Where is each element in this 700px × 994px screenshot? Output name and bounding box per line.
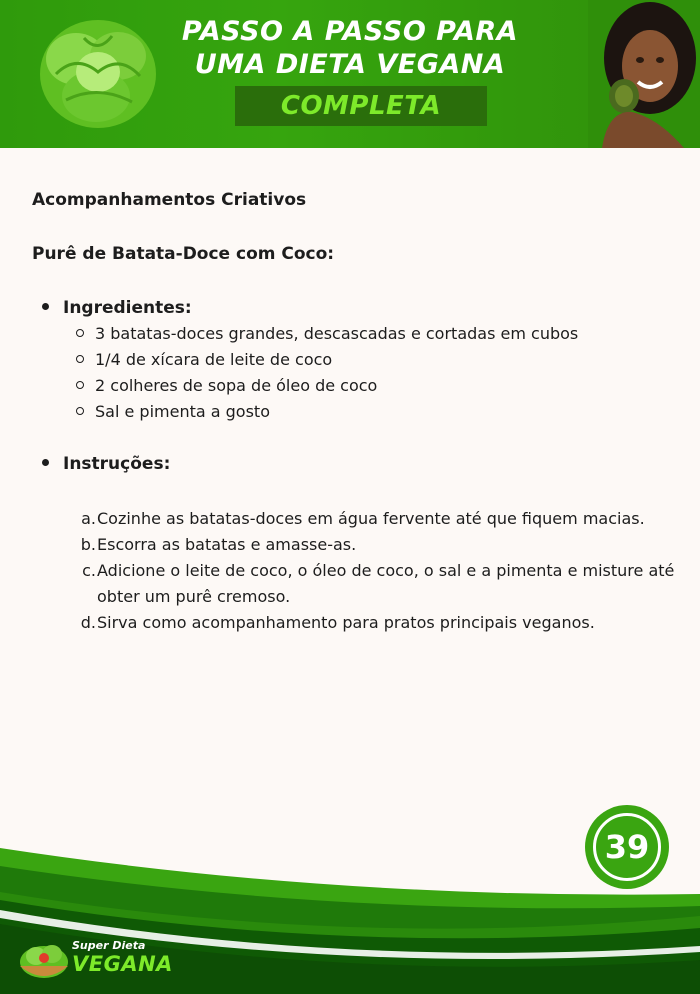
page-number: 39 [593,813,661,881]
step-text: Cozinhe as batatas-doces em água fervente até que fiquem macias. [97,509,645,528]
circle-bullet-icon [76,381,84,389]
instruction-step [76,558,676,610]
step-marker: c. [82,561,96,580]
instruction-step [76,532,676,558]
step-text: Escorra as batatas e amasse-as. [97,535,357,554]
logo-text-small: Super Dieta [72,939,146,952]
section-title: Acompanhamentos Criativos [32,190,307,210]
ingredients-label: Ingredientes: [63,298,192,318]
ingredient-item [76,321,578,347]
instruction-step [76,506,676,532]
ingredient-item [76,347,578,373]
step-marker: a. [81,509,96,528]
circle-bullet-icon [76,355,84,363]
title-line-1: PASSO A PASSO PARA [181,16,519,47]
step-marker: d. [80,613,96,632]
instruction-step [76,610,676,636]
page-number-badge [585,805,669,889]
step-text: Adicione o leite de coco, o óleo de coco, o sal e a pimenta e misture até obter um purê cremoso. [97,561,675,606]
step-marker: b. [80,535,96,554]
ingredient-item [76,373,578,399]
bullet-icon [42,459,49,466]
ingredients-heading [42,298,192,318]
ingredient-text: 1/4 de xícara de leite de coco [95,350,333,369]
title-highlight: COMPLETA [280,91,442,121]
ingredient-text: Sal e pimenta a gosto [95,402,270,421]
step-text: Sirva como acompanhamento para pratos principais veganos. [97,613,595,632]
circle-bullet-icon [76,407,84,415]
ingredient-text: 3 batatas-doces grandes, descascadas e cortadas em cubos [95,324,579,343]
woman-with-avocado-photo [588,0,700,148]
circle-bullet-icon [76,329,84,337]
ingredient-item [76,399,578,425]
header-banner [0,0,700,148]
title-highlight-box [235,86,487,126]
recipe-title: Purê de Batata-Doce com Coco: [32,244,335,264]
ingredients-list [76,321,578,425]
bullet-icon [42,303,49,310]
ingredient-text: 2 colheres de sopa de óleo de coco [95,376,378,395]
title-line-2: UMA DIETA VEGANA [194,49,506,80]
instructions-heading [42,454,170,474]
instructions-list [76,506,676,636]
logo-text-big: VEGANA [72,952,173,976]
instructions-label: Instruções: [63,454,171,474]
